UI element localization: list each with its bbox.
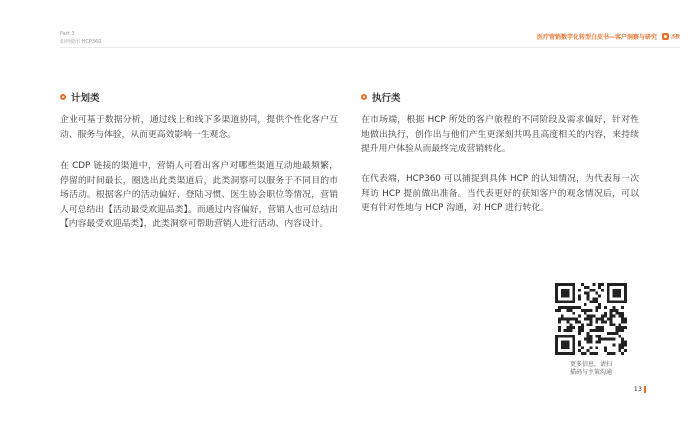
page-number <box>634 385 646 393</box>
logo-icon <box>662 33 669 40</box>
qr-caption-line: 更多信息，请扫 <box>569 361 612 368</box>
part-subtitle: 如何使用 HCP360 <box>60 39 102 45</box>
qr-caption <box>555 361 627 377</box>
header-divider <box>60 47 680 48</box>
qr-caption-line: 描码与主策沟通 <box>569 369 612 376</box>
section-heading: 计划类 <box>71 93 100 104</box>
paragraph: 在市场端，根据 HCP 所处的客户旅程的不同阶段及需求偏好，针对性地做出执行，创作出与他们产生更深刻共鸣且高度相关的内容，来持续提升用户体验从而最终完成营销转化。 <box>361 115 639 154</box>
part-label <box>60 30 101 46</box>
section-bullet-icon <box>361 94 367 100</box>
header-right <box>537 32 680 41</box>
paragraph: 企业可基于数据分析，通过线上和线下多渠道协同，提供个性化客户互动、服务与体验，从而更高效影响一生观念。 <box>60 115 338 140</box>
page-number-accent <box>644 386 646 393</box>
part-number: Part 3 <box>60 31 75 37</box>
section-bullet-icon <box>60 94 66 100</box>
section-title-execution <box>361 90 401 104</box>
paragraph: 在 CDP 链接的渠道中，营销人可看出客户对哪些渠道互动地最频繁，停留的时间最长，圈选出此类渠道后，此类洞察可以服务于不同目的市场活动。根据客户的活动偏好、登陆习惯、医生协会职位等情况，营销人可总结出【活动最受欢迎品类】。而通过内容偏好，营销人也可总结出【内容最受欢迎品类】，此类洞察可帮助营销人进行活动、内容设计。 <box>60 161 338 229</box>
qr-code[interactable] <box>555 283 627 355</box>
brand-logo <box>662 33 680 40</box>
page-number-text: 13 <box>633 385 642 393</box>
document-title: 医疗营销数字化转型白皮书—客户洞察与研究 <box>536 34 657 41</box>
logo-text: 杰数 <box>671 34 680 40</box>
section-title-planning <box>60 90 100 104</box>
section-heading: 执行类 <box>372 93 401 104</box>
paragraph: 在代表端，HCP360 可以捕捉到具体 HCP 的认知情况，为代表每一次拜访 HCP 提前做出准备。当代表更好的获知客户的观念情况后，可以更有针对性地与 HCP 沟通，对 HCP 进行转化。 <box>361 174 639 213</box>
